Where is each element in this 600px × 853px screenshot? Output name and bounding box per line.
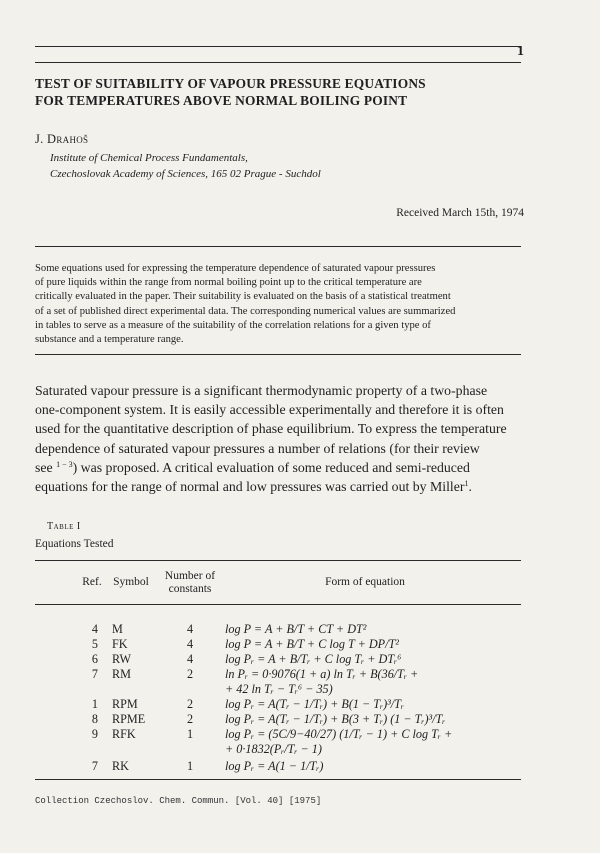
header-form: Form of equation bbox=[325, 576, 405, 588]
cell-equation-continuation: + 42 ln Tᵣ − Tᵣ⁶ − 35) bbox=[225, 682, 333, 696]
body-line bbox=[35, 477, 524, 496]
cell-constants: 4 bbox=[186, 652, 194, 666]
cell-equation: log P = A + B/T + C log T + DP/T² bbox=[225, 637, 399, 651]
cell-ref: 5 bbox=[91, 637, 98, 651]
cell-ref: 8 bbox=[91, 712, 98, 726]
page-number: 1 bbox=[517, 44, 524, 59]
author: J. Drahoš bbox=[35, 132, 89, 146]
cell-symbol: RK bbox=[112, 759, 129, 773]
cell-ref: 4 bbox=[91, 622, 98, 636]
body-line: one-component system. It is easily accessible experimentally and therefore it is often bbox=[35, 402, 504, 418]
affiliation bbox=[50, 150, 321, 182]
abstract-line: Some equations used for expressing the temperature dependence of saturated vapour pressures bbox=[35, 263, 436, 274]
body-text-fragment: . bbox=[468, 479, 472, 495]
cell-equation: log P = A + B/T + CT + DT² bbox=[225, 622, 367, 636]
cell-equation-continuation: + 0·1832(Pᵣ/Tᵣ − 1) bbox=[225, 742, 322, 756]
header-ref: Ref. bbox=[82, 576, 102, 588]
header-constants-line-1: Number of bbox=[164, 570, 216, 582]
body-line: dependence of saturated vapour pressures a number of relations (for their review bbox=[35, 440, 480, 456]
abstract-line: critically evaluated in the paper. Their suitability is evaluated on the basis of a statistical treatment bbox=[35, 291, 451, 303]
body-line: used for the quantitative description of phase equilibrium. To express the temperature bbox=[35, 421, 507, 437]
cell-symbol: RPM bbox=[112, 697, 138, 711]
header-constants bbox=[160, 570, 220, 596]
cell-equation: log Pᵣ = A(1 − 1/Tᵣ) bbox=[225, 759, 324, 773]
cell-symbol: RPME bbox=[112, 712, 146, 726]
abstract-line: substance and a temperature range. bbox=[35, 334, 184, 346]
table-bottom-rule bbox=[35, 779, 521, 780]
received-date: Received March 15th, 1974 bbox=[396, 207, 524, 219]
cell-constants: 2 bbox=[186, 667, 194, 681]
cell-symbol: FK bbox=[112, 637, 128, 651]
cell-equation: log Pᵣ = A(Tᵣ − 1/Tᵣ) + B(3 + Tᵣ) (1 − Tᵣ)³/Tᵣ bbox=[225, 712, 446, 726]
cell-equation: log Pᵣ = (5C/9−40/27) (1/Tᵣ − 1) + C log Tᵣ + bbox=[225, 727, 453, 741]
body-paragraph bbox=[35, 381, 524, 496]
cell-symbol: RW bbox=[112, 652, 131, 666]
table-header-rule bbox=[35, 604, 521, 605]
cell-equation: ln Pᵣ = 0·9076(1 + a) ln Tᵣ + B(36/Tᵣ + bbox=[225, 667, 419, 681]
cell-equation: log Pᵣ = A + B/Tᵣ + C log Tᵣ + DTᵣ⁶ bbox=[225, 652, 402, 666]
table-caption: Equations Tested bbox=[35, 538, 114, 550]
cell-symbol: RFK bbox=[112, 727, 136, 741]
cell-ref: 9 bbox=[91, 727, 98, 741]
abstract-line: of a set of published direct experimental data. The corresponding numerical values are summarized bbox=[35, 305, 456, 317]
body-line bbox=[35, 458, 524, 477]
cell-constants: 4 bbox=[186, 637, 194, 651]
cell-ref: 1 bbox=[91, 697, 98, 711]
body-text-fragment: ) was proposed. A critical evaluation of some reduced and semi-reduced bbox=[72, 459, 470, 475]
header-symbol: Symbol bbox=[113, 576, 149, 588]
affiliation-line-2: Czechoslovak Academy of Sciences, 165 02 Prague - Suchdol bbox=[50, 168, 321, 180]
abstract bbox=[35, 262, 524, 347]
table-top-rule bbox=[35, 560, 521, 561]
title-line-1: TEST OF SUITABILITY OF VAPOUR PRESSURE EQUATIONS bbox=[35, 76, 426, 91]
citation-superscript: 1 bbox=[464, 479, 469, 489]
body-text-fragment: see bbox=[35, 459, 57, 475]
abstract-bottom-rule bbox=[35, 354, 521, 355]
cell-ref: 7 bbox=[91, 667, 98, 681]
affiliation-line-1: Institute of Chemical Process Fundamentals, bbox=[50, 152, 248, 164]
cell-ref: 6 bbox=[91, 652, 98, 666]
citation-superscript: 1 − 3 bbox=[56, 459, 73, 469]
article-title bbox=[35, 75, 525, 109]
cell-constants: 2 bbox=[186, 697, 194, 711]
body-line: Saturated vapour pressure is a significant thermodynamic property of a two-phase bbox=[35, 383, 488, 398]
cell-constants: 1 bbox=[186, 759, 194, 773]
abstract-line: in tables to serve as a measure of the suitability of the correlation relations for a given type of bbox=[35, 319, 431, 331]
abstract-top-rule bbox=[35, 246, 521, 247]
abstract-line: of pure liquids within the range from normal boiling point up to the critical temperature are bbox=[35, 277, 422, 289]
cell-constants: 1 bbox=[186, 727, 194, 741]
cell-constants: 4 bbox=[186, 622, 194, 636]
header-constants-line-2: constants bbox=[168, 583, 212, 595]
cell-symbol: RM bbox=[112, 667, 131, 681]
title-line-2: FOR TEMPERATURES ABOVE NORMAL BOILING POINT bbox=[35, 93, 408, 108]
body-text-fragment: equations for the range of normal and low pressures was carried out by Miller bbox=[35, 479, 465, 495]
top-rule bbox=[35, 46, 521, 47]
cell-equation: log Pᵣ = A(Tᵣ − 1/Tᵣ) + B(1 − Tᵣ)³/Tᵣ bbox=[225, 697, 404, 711]
cell-constants: 2 bbox=[186, 712, 194, 726]
header-rule bbox=[35, 62, 521, 63]
journal-footer: Collection Czechoslov. Chem. Commun. [Vol. 40] [1975] bbox=[35, 796, 322, 806]
cell-ref: 7 bbox=[91, 759, 98, 773]
table-label: Table I bbox=[47, 521, 81, 532]
cell-symbol: M bbox=[112, 622, 123, 636]
